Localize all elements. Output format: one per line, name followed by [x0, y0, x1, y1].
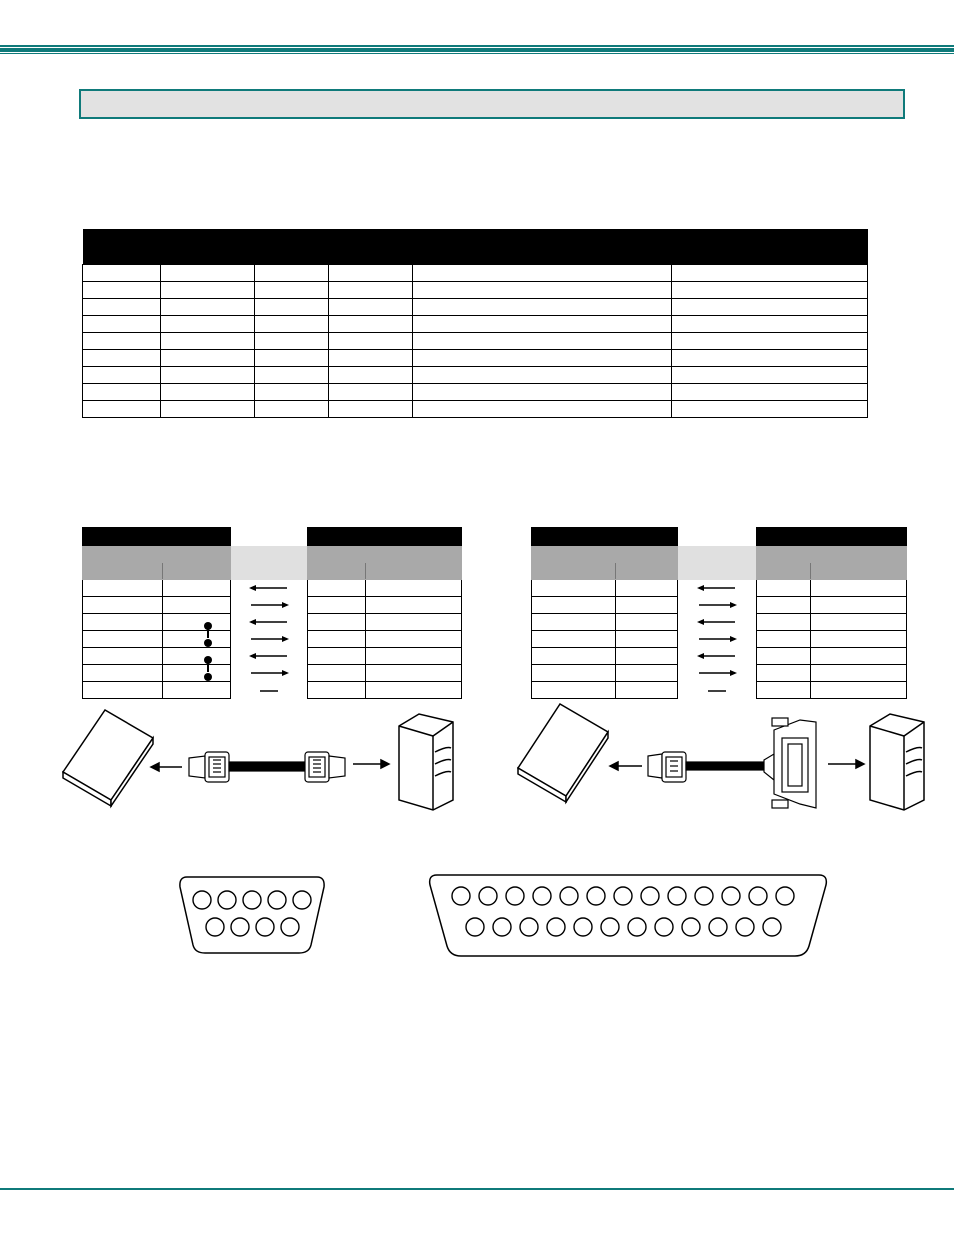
spec-table-cell — [672, 299, 868, 316]
right-table-left-subheader — [532, 546, 678, 563]
spec-table-cell — [83, 299, 161, 316]
pin-cell — [308, 665, 366, 682]
pin-cell — [615, 580, 677, 597]
right-cable-row — [532, 631, 907, 648]
pin-cell — [532, 597, 616, 614]
signal-direction-cell — [677, 631, 757, 648]
spec-table-cell — [412, 333, 672, 350]
pin-hole-icon — [493, 918, 511, 936]
left-table-left-header — [83, 528, 231, 546]
spec-table-cell — [672, 316, 868, 333]
spec-table-cell — [412, 265, 672, 282]
pin-cell — [811, 580, 907, 597]
spec-table-cell — [160, 333, 254, 350]
switch-box-icon — [63, 710, 153, 806]
pin-hole-icon — [231, 918, 249, 936]
arrow-to-server-icon — [828, 760, 864, 768]
spec-table-cell — [83, 350, 161, 367]
pin-cell — [811, 648, 907, 665]
spec-table-cell — [672, 401, 868, 418]
spec-table-cell — [328, 299, 412, 316]
spec-table-cell — [328, 333, 412, 350]
spec-table-row — [83, 350, 868, 367]
left-cable-row — [83, 648, 462, 665]
pin-hole-icon — [763, 918, 781, 936]
pin-cell — [162, 665, 230, 682]
server-tower-icon — [399, 714, 453, 810]
pin-hole-icon — [256, 918, 274, 936]
spec-table-cell — [672, 350, 868, 367]
pin-cell — [308, 631, 366, 648]
left-table-left-subheader — [83, 546, 231, 563]
pin-cell — [757, 597, 811, 614]
spec-table-cell — [254, 401, 328, 418]
pin-hole-icon — [281, 918, 299, 936]
right-cable-row — [532, 614, 907, 631]
pin-hole-icon — [218, 891, 236, 909]
spec-table-cell — [412, 350, 672, 367]
arrow-to-box-icon — [151, 763, 182, 771]
right-table-left-header — [532, 528, 678, 546]
header-rule — [0, 45, 954, 54]
arrow-left-icon — [241, 583, 297, 593]
right-cable-row — [532, 597, 907, 614]
pin-cell — [615, 597, 677, 614]
db9-to-db25-cable-icon — [648, 718, 816, 808]
signal-direction-cell — [230, 648, 308, 665]
right-cable-row — [532, 682, 907, 699]
spec-table-cell — [83, 316, 161, 333]
spec-header-cell — [83, 229, 161, 265]
pin-cell — [757, 614, 811, 631]
spec-table-cell — [672, 384, 868, 401]
pin-cell — [757, 580, 811, 597]
pin-cell — [811, 614, 907, 631]
spec-table-cell — [412, 316, 672, 333]
arrow-left-icon — [689, 651, 745, 661]
right-table-right-subheader — [757, 546, 907, 563]
spec-table-cell — [83, 265, 161, 282]
pin-cell — [615, 682, 677, 699]
pin-cell — [615, 648, 677, 665]
pin-hole-icon — [601, 918, 619, 936]
arrow-right-icon — [241, 600, 297, 610]
arrow-right-icon — [241, 668, 297, 678]
spec-table-cell — [160, 265, 254, 282]
spec-table-cell — [672, 265, 868, 282]
pin-hole-icon — [709, 918, 727, 936]
spec-table-cell — [254, 384, 328, 401]
left-cable-row — [83, 631, 462, 648]
pin-hole-icon — [206, 918, 224, 936]
pin-hole-icon — [533, 887, 551, 905]
signal-direction-cell — [677, 580, 757, 597]
pin-hole-icon — [722, 887, 740, 905]
pin-hole-icon — [560, 887, 578, 905]
left-table-direction-header — [230, 546, 308, 580]
arrow-right-icon — [689, 668, 745, 678]
spec-table-cell — [254, 350, 328, 367]
db9-to-db9-cable-icon — [189, 752, 345, 782]
signal-direction-cell — [230, 580, 308, 597]
pin-hole-icon — [587, 887, 605, 905]
spec-header-cell — [160, 229, 328, 265]
pin-hole-icon — [243, 891, 261, 909]
spec-table-cell — [254, 265, 328, 282]
signal-direction-cell — [230, 597, 308, 614]
pin-cell — [757, 648, 811, 665]
spec-table-cell — [254, 333, 328, 350]
spec-table-cell — [83, 401, 161, 418]
spec-table-cell — [412, 367, 672, 384]
cable-table-right — [531, 527, 907, 699]
arrow-right-icon — [689, 634, 745, 644]
pin-cell — [366, 580, 462, 597]
pin-cell — [532, 682, 616, 699]
left-cable-illustration — [55, 700, 475, 815]
spec-table-cell — [672, 282, 868, 299]
pin-cell — [532, 631, 616, 648]
spec-table-row — [83, 367, 868, 384]
ground-line-icon — [241, 685, 297, 695]
db9-connector-face — [175, 873, 330, 957]
pin-hole-icon — [574, 918, 592, 936]
pin-hole-icon — [682, 918, 700, 936]
spec-header-cell — [328, 229, 672, 265]
spec-table-cell — [160, 401, 254, 418]
pin-cell — [757, 631, 811, 648]
pin-cell — [83, 682, 163, 699]
spec-table-cell — [412, 282, 672, 299]
pin-cell — [83, 614, 163, 631]
spec-table-row — [83, 401, 868, 418]
pin-hole-icon — [547, 918, 565, 936]
spec-table-row — [83, 299, 868, 316]
spec-table-row — [83, 282, 868, 299]
left-table-right-subheader — [308, 546, 462, 563]
left-cable-row — [83, 597, 462, 614]
pin-cell — [83, 648, 163, 665]
pin-cell — [308, 648, 366, 665]
spec-table-cell — [160, 367, 254, 384]
signal-direction-cell — [230, 665, 308, 682]
pin-hole-icon — [293, 891, 311, 909]
pin-cell — [615, 631, 677, 648]
footer-rule — [0, 1188, 954, 1190]
pin-cell — [532, 648, 616, 665]
pin-cell — [532, 665, 616, 682]
right-table-direction-header — [677, 546, 757, 580]
spec-table-cell — [254, 299, 328, 316]
pin-cell — [83, 631, 163, 648]
signal-direction-cell — [677, 682, 757, 699]
pin-hole-icon — [506, 887, 524, 905]
pin-cell — [757, 682, 811, 699]
left-cable-row — [83, 682, 462, 699]
switch-box-icon — [518, 704, 608, 802]
spec-table-cell — [412, 401, 672, 418]
pin-cell — [532, 580, 616, 597]
signal-direction-cell — [677, 597, 757, 614]
pin-cell — [308, 597, 366, 614]
left-cable-row — [83, 665, 462, 682]
pin-hole-icon — [641, 887, 659, 905]
spec-table-cell — [160, 384, 254, 401]
left-cable-row — [83, 614, 462, 631]
spec-table-cell — [328, 265, 412, 282]
pin-cell — [811, 682, 907, 699]
jumper-dot-icon — [204, 673, 212, 681]
pin-cell — [811, 665, 907, 682]
spec-header-row — [83, 229, 868, 265]
pin-hole-icon — [655, 918, 673, 936]
pin-cell — [366, 631, 462, 648]
right-table-right-header — [757, 528, 907, 546]
spec-table-cell — [160, 316, 254, 333]
arrow-right-icon — [241, 634, 297, 644]
pin-cell — [83, 580, 163, 597]
spec-table-cell — [328, 401, 412, 418]
spec-table-cell — [83, 333, 161, 350]
spec-table-cell — [328, 316, 412, 333]
pin-cell — [615, 614, 677, 631]
spec-table-cell — [254, 367, 328, 384]
spec-table-cell — [160, 282, 254, 299]
pin-hole-icon — [520, 918, 538, 936]
spec-table-cell — [328, 367, 412, 384]
pin-cell — [811, 631, 907, 648]
pin-hole-icon — [193, 891, 211, 909]
pin-cell — [162, 597, 230, 614]
spec-header-cell — [672, 229, 868, 265]
arrow-left-icon — [241, 617, 297, 627]
spec-table-row — [83, 316, 868, 333]
spec-table-cell — [328, 350, 412, 367]
left-table-right-header — [308, 528, 462, 546]
spec-table-cell — [83, 282, 161, 299]
arrow-left-icon — [241, 651, 297, 661]
pin-cell — [162, 648, 230, 665]
pin-cell — [366, 614, 462, 631]
pin-cell — [162, 614, 230, 631]
pin-cell — [366, 597, 462, 614]
pin-hole-icon — [466, 918, 484, 936]
pin-cell — [308, 682, 366, 699]
spec-table-cell — [412, 384, 672, 401]
db25-connector-face — [425, 872, 830, 960]
spec-table-cell — [254, 316, 328, 333]
pin-hole-icon — [628, 918, 646, 936]
pin-hole-icon — [268, 891, 286, 909]
jumper-dot-icon — [204, 639, 212, 647]
spec-table-cell — [160, 350, 254, 367]
pin-hole-icon — [749, 887, 767, 905]
right-cable-row — [532, 648, 907, 665]
pin-cell — [308, 614, 366, 631]
spec-table-cell — [254, 282, 328, 299]
pin-cell — [162, 631, 230, 648]
left-cable-row — [83, 580, 462, 597]
spec-table-cell — [328, 282, 412, 299]
pin-hole-icon — [695, 887, 713, 905]
spec-table-cell — [672, 367, 868, 384]
spec-table-row — [83, 333, 868, 350]
pin-hole-icon — [452, 887, 470, 905]
pin-cell — [162, 580, 230, 597]
pin-cell — [757, 665, 811, 682]
spec-table-cell — [412, 299, 672, 316]
arrow-right-icon — [689, 600, 745, 610]
signal-direction-cell — [677, 614, 757, 631]
pin-cell — [308, 580, 366, 597]
signal-direction-cell — [677, 665, 757, 682]
pin-hole-icon — [614, 887, 632, 905]
pin-cell — [162, 682, 230, 699]
right-cable-row — [532, 580, 907, 597]
arrow-left-icon — [689, 583, 745, 593]
signal-direction-cell — [230, 682, 308, 699]
pin-cell — [83, 665, 163, 682]
pin-cell — [366, 648, 462, 665]
arrow-left-icon — [689, 617, 745, 627]
spec-table-cell — [83, 384, 161, 401]
pin-cell — [615, 665, 677, 682]
spec-table — [82, 229, 868, 418]
pin-cell — [366, 682, 462, 699]
right-cable-row — [532, 665, 907, 682]
spec-table-cell — [672, 333, 868, 350]
spec-table-row — [83, 265, 868, 282]
spec-table-row — [83, 384, 868, 401]
pin-hole-icon — [668, 887, 686, 905]
pin-hole-icon — [776, 887, 794, 905]
pin-cell — [811, 597, 907, 614]
server-tower-icon — [870, 714, 924, 810]
spec-table-cell — [160, 299, 254, 316]
section-banner — [79, 89, 905, 119]
spec-table-cell — [328, 384, 412, 401]
signal-direction-cell — [230, 614, 308, 631]
arrow-to-server-icon — [353, 760, 389, 768]
pin-cell — [83, 597, 163, 614]
pin-cell — [366, 665, 462, 682]
pin-cell — [532, 614, 616, 631]
ground-line-icon — [689, 685, 745, 695]
cable-table-left — [82, 527, 462, 699]
spec-table-cell — [83, 367, 161, 384]
pin-hole-icon — [736, 918, 754, 936]
arrow-to-box-icon — [610, 762, 642, 770]
right-cable-illustration — [510, 700, 940, 815]
signal-direction-cell — [677, 648, 757, 665]
pin-hole-icon — [479, 887, 497, 905]
signal-direction-cell — [230, 631, 308, 648]
